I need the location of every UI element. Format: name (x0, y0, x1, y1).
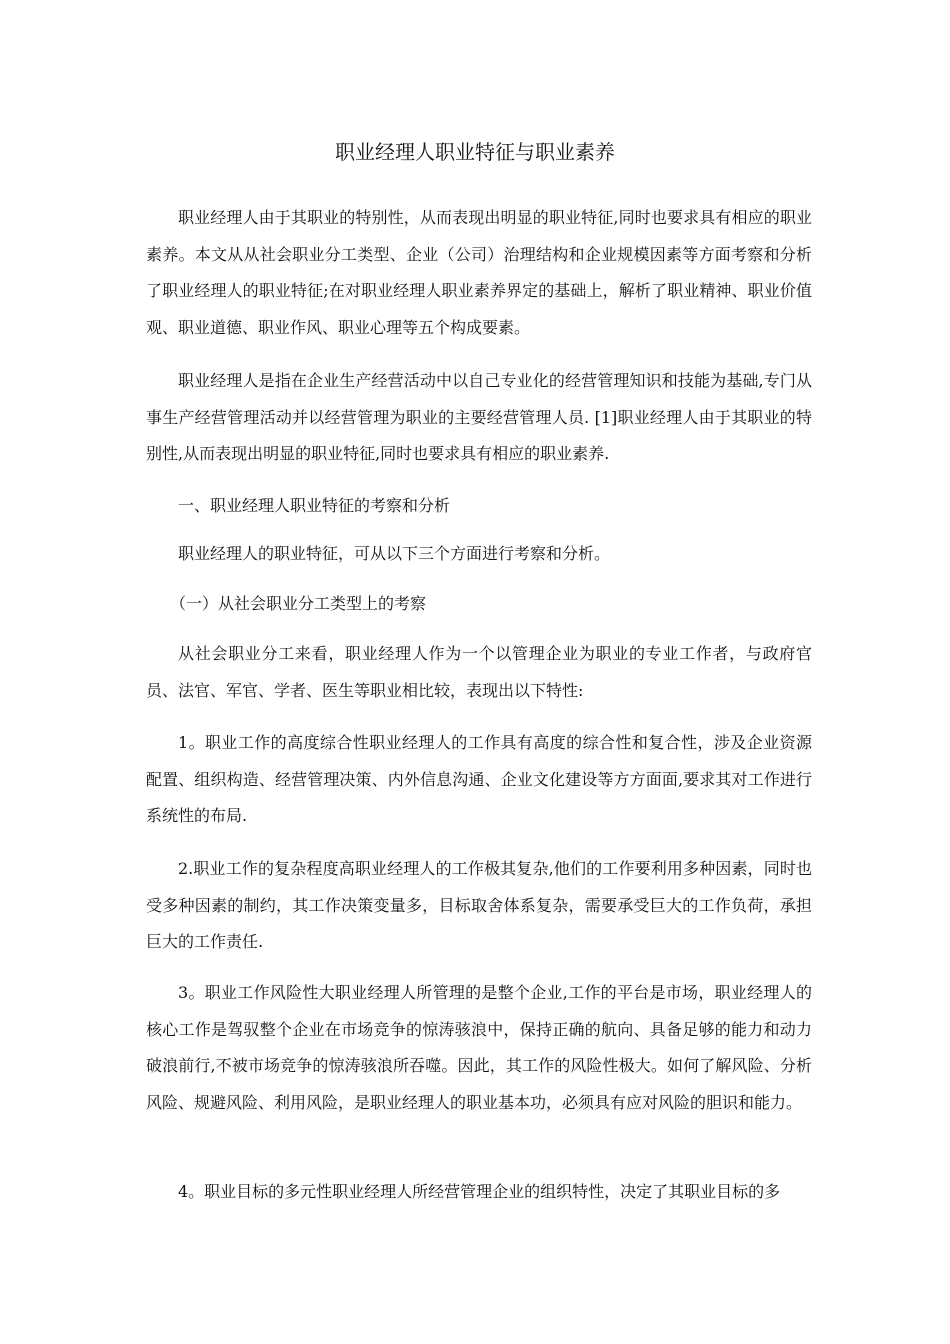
list-item-4: 4。职业目标的多元性职业经理人所经营管理企业的组织特性，决定了其职业目标的多 (178, 1182, 781, 1201)
body-paragraph: 职业经理人的职业特征，可从以下三个方面进行考察和分析。 (178, 544, 611, 563)
abstract-paragraph: 职业经理人由于其职业的特别性，从而表现出明显的职业特征,同时也要求具有相应的职业素养。本文从从社会职业分工类型、企业（公司）治理结构和企业规模因素等方面考察和分析了职业经理人的职业特征;在对职业经理人职业素养界定的基础上，解析了职业精神、职业价值观、职业道德、职业作风、职业心理等五个构成要素。 (146, 208, 812, 337)
list-item-2: 2.职业工作的复杂程度高职业经理人的工作极其复杂,他们的工作要利用多种因素，同时也受多种因素的制约，其工作决策变量多，目标取舍体系复杂，需要承受巨大的工作负荷，承担巨大的工作责任. (146, 859, 812, 951)
list-item-1: 1。职业工作的高度综合性职业经理人的工作具有高度的综合性和复合性，涉及企业资源配置、组织构造、经营管理决策、内外信息沟通、企业文化建设等方方面面,要求其对工作进行系统性的布局. (146, 733, 812, 825)
list-item-3: 3。职业工作风险性大职业经理人所管理的是整个企业,工作的平台是市场，职业经理人的核心工作是驾驭整个企业在市场竞争的惊涛骇浪中，保持正确的航向、具备足够的能力和动力破浪前行,不被市场竞争的惊涛骇浪所吞噬。因此，其工作的风险性极大。如何了解风险、分析风险、规避风险、利用风险，是职业经理人的职业基本功，必须具有应对风险的胆识和能力。 (146, 983, 812, 1112)
intro-paragraph: 职业经理人是指在企业生产经营活动中以自己专业化的经营管理知识和技能为基础,专门从事生产经营管理活动并以经营管理为职业的主要经营管理人员. [1]职业经理人由于其职业的特别性,从而表现出明显的职业特征,同时也要求具有相应的职业素养. (146, 371, 812, 463)
section-heading-1: 一、职业经理人职业特征的考察和分析 (178, 496, 451, 515)
subsection-heading-1: （一）从社会职业分工类型上的考察 (170, 594, 427, 613)
document-title: 职业经理人职业特征与职业素养 (335, 140, 615, 164)
body-paragraph: 从社会职业分工来看，职业经理人作为一个以管理企业为职业的专业工作者，与政府官员、法官、军官、学者、医生等职业相比较，表现出以下特性: (146, 644, 812, 700)
